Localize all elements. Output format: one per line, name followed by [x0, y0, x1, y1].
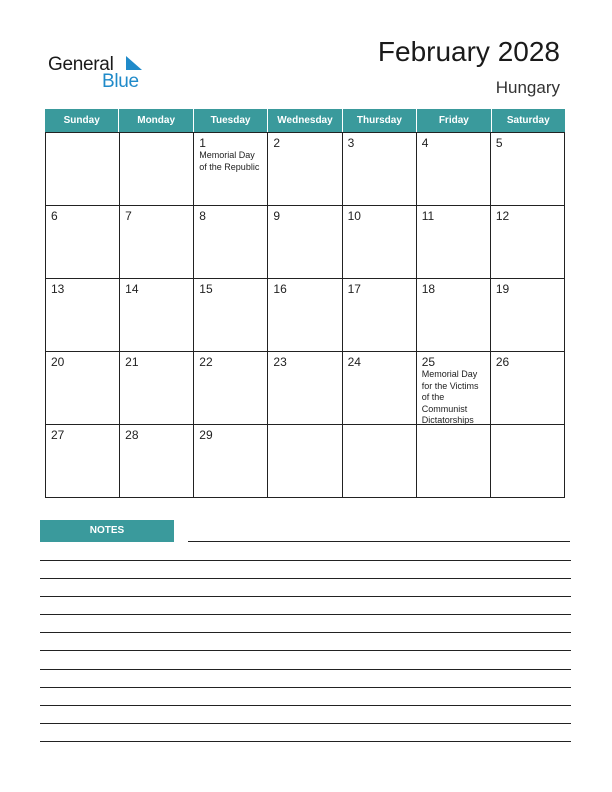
day-cell — [417, 133, 491, 206]
country-label: Hungary — [495, 78, 560, 97]
weekday-header — [45, 109, 565, 132]
day-cell — [46, 279, 120, 352]
day-number: 5 — [495, 136, 503, 150]
note-line — [40, 632, 571, 633]
day-cell — [417, 279, 491, 352]
day-cell — [491, 352, 565, 425]
day-cell — [194, 279, 268, 352]
notes-label: NOTES — [40, 520, 174, 542]
day-cell — [194, 133, 268, 206]
day-cell — [343, 352, 417, 425]
weekday-wednesday: Wednesday — [267, 109, 341, 132]
day-cell — [194, 352, 268, 425]
day-cell — [417, 352, 491, 425]
weekday-tuesday: Tuesday — [193, 109, 267, 132]
day-number: 21 — [125, 355, 139, 369]
week-row — [46, 206, 565, 279]
week-row — [46, 133, 565, 206]
note-line — [40, 741, 571, 742]
day-cell — [120, 425, 194, 498]
week-row — [46, 352, 565, 425]
day-cell — [491, 206, 565, 279]
day-cell — [343, 133, 417, 206]
day-cell — [268, 206, 342, 279]
generalblue-logo — [48, 54, 148, 94]
day-number: 3 — [347, 136, 355, 150]
day-cell — [120, 279, 194, 352]
day-cell — [491, 425, 565, 498]
day-number: 24 — [347, 355, 361, 369]
day-cell — [417, 206, 491, 279]
day-cell — [343, 279, 417, 352]
weekday-thursday: Thursday — [342, 109, 416, 132]
note-line — [40, 560, 571, 561]
page-title: February 2028 — [377, 36, 560, 67]
day-number: 2 — [273, 136, 281, 150]
day-number: 19 — [495, 282, 510, 296]
day-number: 26 — [495, 355, 510, 369]
note-line — [40, 705, 571, 706]
day-number: 1 — [199, 136, 206, 150]
day-cell — [194, 425, 268, 498]
note-line — [40, 614, 571, 615]
note-line — [40, 687, 571, 688]
day-number: 14 — [125, 282, 139, 296]
logo-blue-text: Blue — [102, 71, 139, 92]
weekday-sunday: Sunday — [63, 115, 100, 126]
day-cell — [46, 133, 120, 206]
day-number: 6 — [51, 209, 58, 223]
day-number: 17 — [347, 282, 361, 296]
day-cell — [343, 425, 417, 498]
day-number: 4 — [421, 136, 429, 150]
day-number: 18 — [421, 282, 436, 296]
day-event: Memorial Day for the Victims of the Communist Dictatorships — [421, 369, 479, 425]
day-cell — [120, 352, 194, 425]
day-number: 28 — [125, 428, 139, 442]
day-cell — [343, 206, 417, 279]
note-line — [188, 541, 570, 542]
day-number: 16 — [273, 282, 287, 296]
day-number: 12 — [495, 209, 510, 223]
note-line — [40, 723, 571, 724]
day-number: 7 — [125, 209, 132, 223]
day-number: 8 — [199, 209, 206, 223]
day-cell — [268, 279, 342, 352]
note-line — [40, 596, 571, 597]
calendar — [45, 109, 565, 498]
day-cell — [46, 206, 120, 279]
day-cell — [417, 425, 491, 498]
day-number: 23 — [273, 355, 287, 369]
weekday-monday: Monday — [118, 109, 192, 132]
week-row — [46, 279, 565, 352]
day-number: 29 — [199, 428, 213, 442]
weekday-friday: Friday — [416, 109, 490, 132]
day-cell — [46, 352, 120, 425]
day-number: 20 — [51, 355, 65, 369]
day-cell — [120, 206, 194, 279]
day-event: Memorial Day of the Republic — [199, 150, 260, 172]
week-row — [46, 425, 565, 498]
day-number: 27 — [51, 428, 65, 442]
note-line — [40, 669, 571, 670]
day-number: 9 — [273, 209, 281, 223]
day-number: 22 — [199, 355, 213, 369]
logo-general-text: General — [48, 54, 114, 75]
day-cell — [120, 133, 194, 206]
day-number: 13 — [51, 282, 65, 296]
calendar-grid — [45, 132, 565, 498]
day-cell — [46, 425, 120, 498]
day-number: 25 — [421, 355, 436, 369]
day-number: 15 — [199, 282, 213, 296]
day-number: 10 — [347, 209, 361, 223]
day-cell — [268, 133, 342, 206]
day-cell — [194, 206, 268, 279]
day-number: 11 — [421, 209, 435, 223]
day-cell — [491, 279, 565, 352]
day-cell — [268, 425, 342, 498]
day-cell — [491, 133, 565, 206]
note-line — [40, 578, 571, 579]
logo-triangle-icon — [126, 56, 142, 70]
note-line — [40, 650, 571, 651]
day-cell — [268, 352, 342, 425]
weekday-saturday: Saturday — [491, 109, 565, 132]
